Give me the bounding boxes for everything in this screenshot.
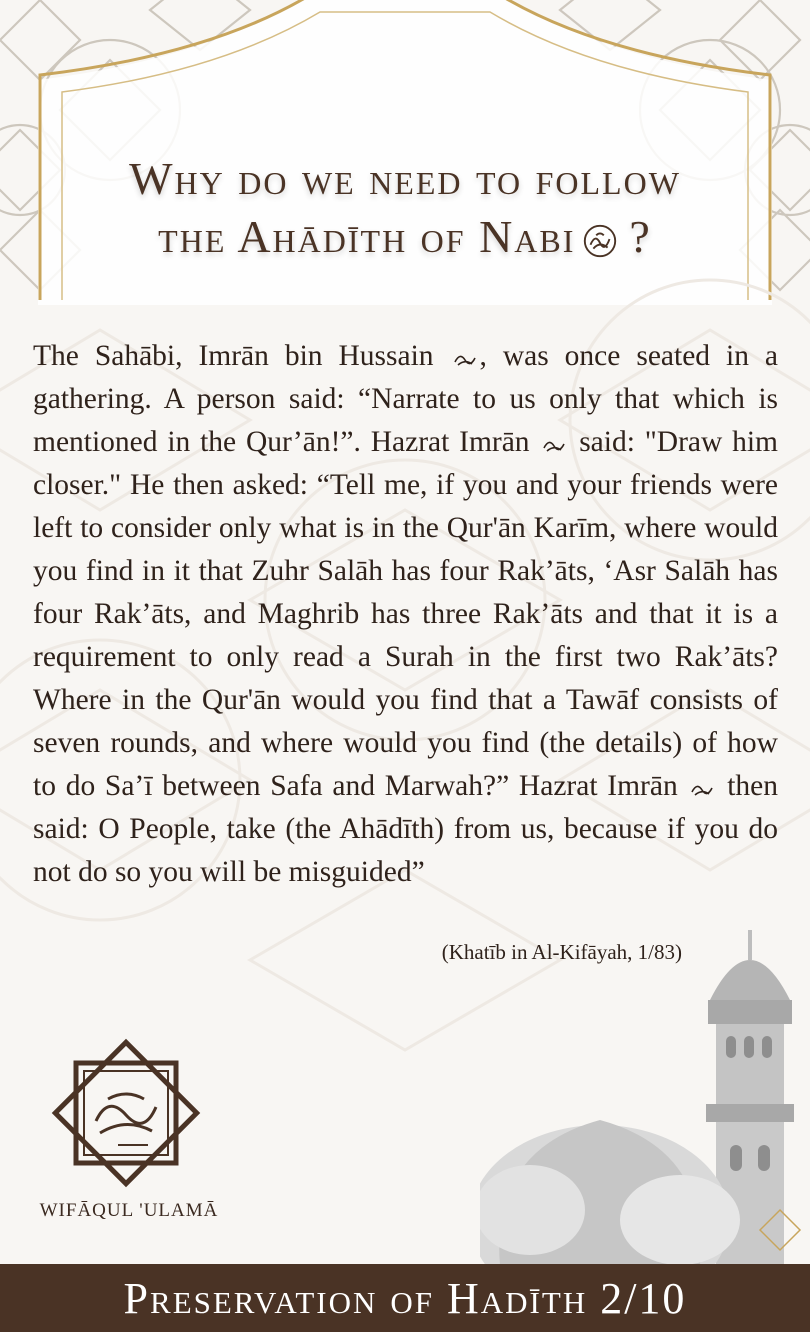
radiyallahu-anhu-icon [541,434,567,454]
title-line-2-text: the Ahādīth of Nabi [158,211,576,262]
series-title: Preservation of Hadīth 2/10 [123,1273,687,1323]
page-title [30,150,780,266]
wifaqul-ulama-logo-icon [48,1035,204,1191]
salawat-calligraphy-icon [581,222,619,260]
footer-banner [0,1264,810,1332]
narrative-part-4: then said: O People, take (the Ahādīth) from us, because if you do not do so you will be misguided” [33,770,779,888]
narrative-part-3: said: "Draw him closer." He then asked: “Tell me, if you and your friends were left to consider only what is in the Qur'ān Karīm, where would you find in it that Zuhr Salāh has four Rak’āts, ‘Asr Salāh has four Rak’āts, and Maghrib has three Rak’āts and that it is a requirement to only read a Surah in the first two Rak’āts? Where in the Qur'ān would you find that a Tawāf consists of seven rounds, and where would you find (the details) of how to do Sa’ī between Safa and Marwah?” Hazrat Imrān [33,426,778,802]
title-line-2 [30,208,780,266]
title-question-mark: ? [629,211,652,262]
source-reference: (Khatīb in Al-Kifāyah, 1/83) [441,940,682,964]
narrative-part-1: The Sahābi, Imrān bin Hussain [33,340,450,372]
logo-caption: WIFĀQUL 'ULAMĀ [39,1200,219,1221]
radiyallahu-anhu-icon [689,778,715,798]
narrative-part-2: , was once seated in a gathering. A person said: “Narrate to us only that which is mentioned in the Qur’ān!”. Hazrat Imrān [33,340,778,458]
narrative-text [33,335,778,894]
radiyallahu-anhu-icon [452,348,478,368]
title-line-1: Why do we need to follow [129,153,681,204]
mosque-silhouette-icon [480,920,810,1265]
